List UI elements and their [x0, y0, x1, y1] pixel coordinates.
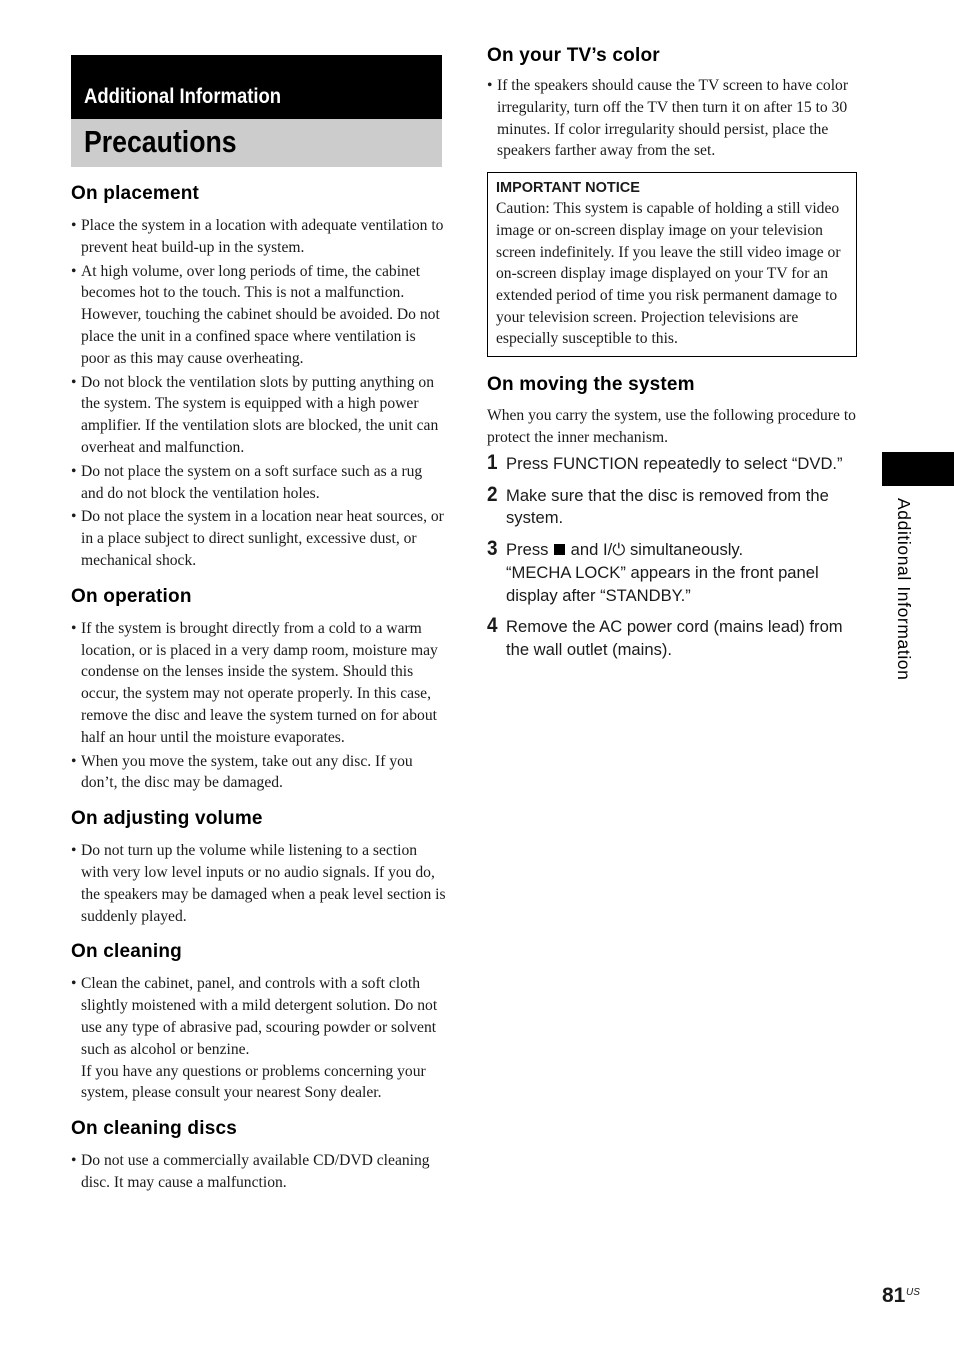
step-number: 2 [487, 482, 498, 506]
page-number: 81 [882, 1284, 906, 1307]
step-text-press: Press [506, 540, 549, 560]
section-heading: On cleaning discs [71, 1118, 238, 1140]
list-item: • If the speakers should cause the TV screen to have color irregularity, turn off the TV then turn it on after 15 to 30 minutes. If color irregularity should persist, place the speakers farther away from the set. [487, 75, 857, 162]
list-item: • At high volume, over long periods of time, the cabinet becomes hot to the touch. This is not a malfunction. However, touching the cabinet should be avoided. Do not place the unit in a confined space where ventilation is poor as this may cause overheating. [71, 261, 446, 370]
power-icon: I/⏻ [602, 540, 626, 560]
side-tab-label: Additional Information [894, 498, 914, 681]
list-item-text: Clean the cabinet, panel, and controls with a soft cloth slightly moistened with a mild detergent solution. Do not use any type of abrasive pad, scouring powder or solvent such as alcohol or benzine. [81, 975, 438, 1058]
step-text-and: and [570, 540, 599, 560]
section-operation [71, 585, 446, 794]
section-heading: On cleaning [71, 941, 182, 963]
list-item [71, 973, 446, 1104]
bullet-list [487, 75, 857, 162]
step-text: Make sure that the disc is removed from the system. [506, 485, 829, 528]
section-tv-color [487, 44, 857, 162]
section-cleaning-discs [71, 1117, 446, 1194]
step-text: Press FUNCTION repeatedly to select “DVD.” [506, 453, 843, 473]
section-banner [71, 55, 442, 119]
notice-title: IMPORTANT NOTICE [496, 180, 640, 197]
list-item: • Do not turn up the volume while listening to a section with very low level inputs or no audio signals. If you do, the speakers may be damaged when a peak level section is suddenly played. [71, 840, 446, 927]
bullet-list [71, 215, 446, 572]
bullet-list [71, 840, 446, 927]
left-column [71, 182, 446, 1207]
section-placement [71, 182, 446, 572]
list-item: • Do not place the system on a soft surface such as a rug and do not block the ventilation holes. [71, 461, 446, 505]
important-notice-box [487, 172, 857, 357]
step-text: Remove the AC power cord (mains lead) from the wall outlet (mains). [506, 617, 843, 660]
step-text-simultaneously: simultaneously. [629, 540, 744, 560]
list-item: • When you move the system, take out any disc. If you don’t, the disc may be damaged. [71, 751, 446, 795]
moving-intro: When you carry the system, use the following procedure to protect the inner mechanism. [487, 407, 856, 446]
page-title: Precautions [84, 124, 237, 159]
list-item: • If the system is brought directly from a cold to a warm location, or is placed in a very damp room, moisture may condense on the lenses inside the system. Should this occur, the system may not operate properly. In this case, remove the disc and leave the system turned on for about half an hour until the moisture evaporates. [71, 618, 446, 749]
section-volume [71, 807, 446, 927]
bullet-list [71, 1150, 446, 1194]
section-label: Additional Information [84, 85, 282, 108]
step-number: 3 [487, 537, 498, 561]
title-banner [71, 119, 442, 167]
list-item: • Do not block the ventilation slots by putting anything on the system. The system is equipped with a high power amplifier. If the ventilation slots are blocked, the unit can overheat and malfunction. [71, 372, 446, 459]
step-1 [487, 450, 857, 476]
page-region-suffix: US [906, 1287, 920, 1298]
step-4 [487, 616, 857, 662]
bullet-list [71, 618, 446, 794]
notice-body: Caution: This system is capable of holding a still video image or on-screen display image on your television screen indefinitely. If you leave the still video image or on-screen display image displayed on your TV for an extended period of time you risk permanent damage to your television screen. Projection televisions are especially susceptible to this. [496, 200, 841, 348]
section-cleaning [71, 940, 446, 1104]
section-tab-marker [882, 452, 954, 486]
stop-icon [554, 544, 565, 555]
step-number: 1 [487, 450, 498, 474]
list-item: • Do not use a commercially available CD/DVD cleaning disc. It may cause a malfunction. [71, 1150, 446, 1194]
step-3 [487, 539, 857, 607]
step-number: 4 [487, 614, 498, 638]
list-item: • Place the system in a location with adequate ventilation to prevent heat build-up in the system. [71, 215, 446, 259]
step-text-line2: “MECHA LOCK” appears in the front panel display after “STANDBY.” [506, 562, 819, 605]
bullet-list [71, 973, 446, 1104]
section-moving [487, 373, 857, 662]
list-item: • Do not place the system in a location near heat sources, or in a place subject to direct sunlight, excessive dust, or mechanical shock. [71, 506, 446, 571]
section-heading: On adjusting volume [71, 808, 263, 830]
section-heading: On your TV’s color [487, 45, 660, 66]
section-heading: On placement [71, 183, 200, 204]
list-item-extra: If you have any questions or problems concerning your system, please consult your nearest Sony dealer. [81, 1062, 426, 1102]
section-heading: On moving the system [487, 374, 695, 396]
step-2 [487, 482, 857, 531]
right-column [487, 44, 857, 675]
step-text [506, 539, 857, 607]
section-heading: On operation [71, 585, 192, 607]
